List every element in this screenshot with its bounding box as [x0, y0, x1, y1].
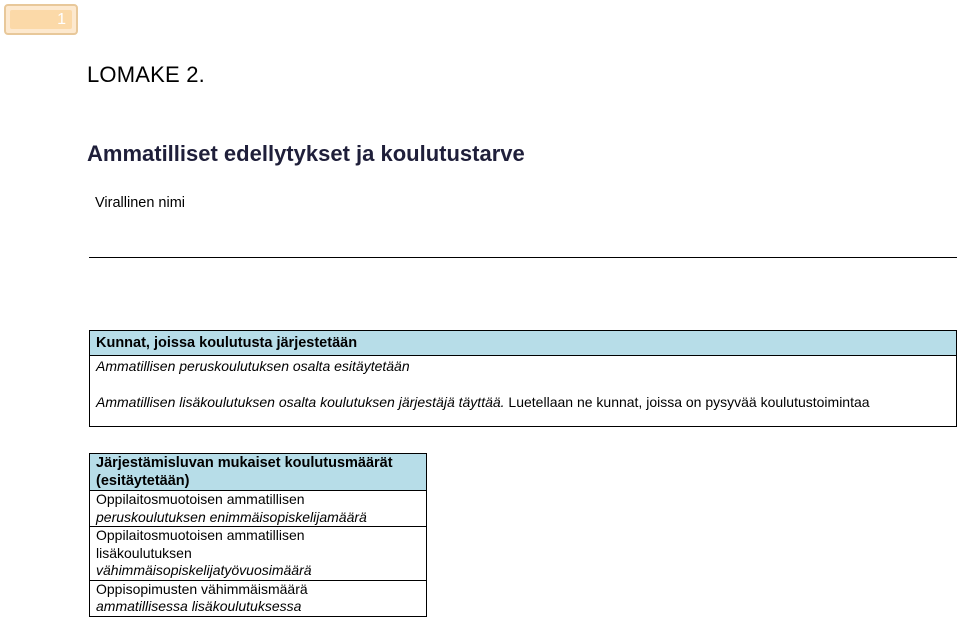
table-row: [90, 527, 427, 581]
quota-header-line1: Järjestämisluvan mukaiset koulutusmäärät: [96, 455, 393, 471]
row-line: peruskoulutuksen enimmäisopiskelijamäärä: [96, 508, 367, 525]
municipalities-header: Kunnat, joissa koulutusta järjestetään: [90, 331, 956, 356]
quota-table: [89, 453, 427, 617]
municipalities-section: [89, 330, 957, 427]
form-label: LOMAKE 2.: [87, 62, 205, 87]
page-title: Ammatilliset edellytykset ja koulutustarve: [87, 141, 525, 166]
row-line: vähimmäisopiskelijatyövuosimäärä: [96, 562, 312, 578]
quota-table-header: [90, 454, 427, 491]
row-line: Oppisopimusten vähimmäismäärä: [96, 580, 308, 597]
further-training-note: [96, 394, 870, 410]
row-line: ammatillisessa lisäkoulutuksessa: [96, 598, 302, 614]
page-number: 1: [10, 10, 72, 29]
further-training-normal: Luetellaan ne kunnat, joissa on pysyvää koulutustoimintaa: [504, 394, 870, 410]
basic-training-note: Ammatillisen peruskoulutuksen osalta esitäytetään: [96, 358, 410, 374]
official-name-label: Virallinen nimi: [95, 195, 185, 211]
row-line: Oppilaitosmuotoisen ammatillisen: [96, 527, 305, 543]
official-name-field[interactable]: [89, 257, 957, 258]
table-row: [90, 580, 427, 616]
table-row: [90, 491, 427, 527]
row-line: lisäkoulutuksen: [96, 544, 192, 561]
quota-header-line2: (esitäytetään): [96, 472, 190, 489]
further-training-italic: Ammatillisen lisäkoulutuksen osalta koulutuksen järjestäjä täyttää.: [96, 394, 505, 410]
row-line: Oppilaitosmuotoisen ammatillisen: [96, 491, 305, 507]
page-number-tab: [4, 4, 78, 35]
